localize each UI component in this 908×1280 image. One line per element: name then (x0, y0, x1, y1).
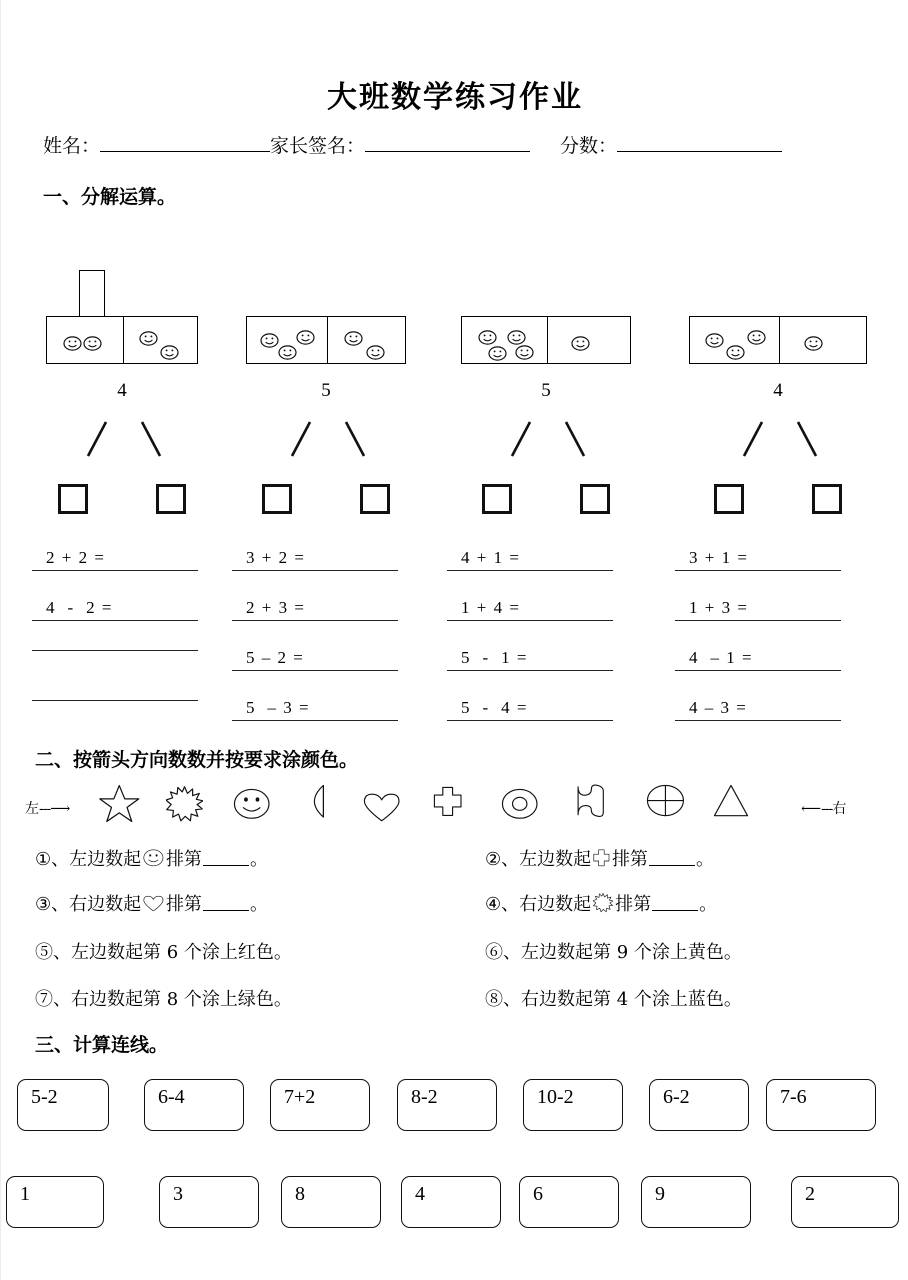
question-text: 排第 (165, 849, 202, 870)
answer-box[interactable] (6, 1176, 104, 1228)
equation-line[interactable] (32, 648, 198, 651)
question-text: 。 (249, 849, 268, 870)
answer-square[interactable] (482, 484, 512, 514)
answer-square[interactable] (360, 484, 390, 514)
domino-divider (547, 317, 548, 363)
chimney-box (79, 270, 105, 316)
name-input-line[interactable] (100, 136, 270, 152)
question-text: 排第 (611, 849, 648, 870)
donut-icon[interactable] (501, 788, 538, 820)
smiley-icon (507, 330, 526, 345)
answer-text: 1 (20, 1183, 30, 1205)
question-number: ②、 (485, 849, 520, 870)
question-number: ③、 (35, 894, 70, 915)
cross-icon (593, 849, 610, 867)
equation-line[interactable]: 4 - 2 = (32, 598, 198, 621)
score-input-line[interactable] (617, 136, 782, 152)
expression-text: 7+2 (284, 1086, 316, 1108)
answer-text: 8 (295, 1183, 305, 1205)
group-total: 5 (541, 380, 551, 401)
answer-square[interactable] (580, 484, 610, 514)
answer-blank[interactable] (203, 851, 249, 866)
question-text: 排第 (165, 894, 202, 915)
name-label: 姓名： (43, 136, 101, 157)
smiley-icon (160, 345, 179, 360)
left-direction-arrow: 左---⟶ (25, 801, 71, 817)
color-question: ⑥、左边数起第 9 个涂上黄色。 (485, 942, 742, 963)
answer-text: 6 (533, 1183, 543, 1205)
equation-line[interactable]: 4 + 1 = (447, 548, 613, 571)
smiley-icon (83, 336, 102, 351)
smiley-icon (278, 345, 297, 360)
answer-text: 2 (805, 1183, 815, 1205)
domino-divider (327, 317, 328, 363)
expression-text: 10-2 (537, 1086, 574, 1108)
equation-line[interactable]: 3 + 2 = (232, 548, 398, 571)
answer-square[interactable] (58, 484, 88, 514)
header-fields (43, 131, 873, 158)
equation-line[interactable]: 5 – 2 = (232, 648, 398, 671)
expression-box[interactable] (766, 1079, 876, 1131)
shape-question (35, 890, 268, 916)
answer-box[interactable] (519, 1176, 619, 1228)
smiley-icon (63, 336, 82, 351)
answer-blank[interactable] (652, 896, 698, 911)
smiley-icon (804, 336, 823, 351)
equation-line[interactable]: 5 - 1 = (447, 648, 613, 671)
answer-box[interactable] (791, 1176, 899, 1228)
question-text: 。 (249, 894, 268, 915)
expression-text: 8-2 (411, 1086, 438, 1108)
smiley-icon (726, 345, 745, 360)
answer-blank[interactable] (203, 896, 249, 911)
shape-question (485, 845, 714, 871)
group-total: 5 (321, 380, 331, 401)
smiley-icon[interactable] (233, 788, 270, 820)
answer-box[interactable] (401, 1176, 501, 1228)
answer-square[interactable] (714, 484, 744, 514)
expression-box[interactable] (523, 1079, 623, 1131)
score-label: 分数： (560, 136, 618, 157)
domino-divider (779, 317, 780, 363)
question-number: ④、 (485, 894, 520, 915)
expression-box[interactable] (144, 1079, 244, 1131)
heart-icon[interactable] (363, 792, 400, 822)
equation-line[interactable]: 5 – 3 = (232, 698, 398, 721)
shape-question (485, 890, 717, 916)
equation-line[interactable]: 3 + 1 = (675, 548, 841, 571)
circle-cross-icon[interactable] (646, 784, 685, 817)
domino-box (46, 316, 198, 364)
expression-text: 6-2 (663, 1086, 690, 1108)
banner-icon[interactable] (576, 784, 605, 818)
smiley-icon (747, 330, 766, 345)
question-text: 。 (695, 849, 714, 870)
color-question: ⑧、右边数起第 4 个涂上蓝色。 (485, 989, 742, 1010)
page-title: 大班数学练习作业 (327, 80, 583, 115)
equation-line[interactable]: 2 + 2 = (32, 548, 198, 571)
group-total: 4 (773, 380, 783, 401)
domino-box (689, 316, 867, 364)
smiley-icon (296, 330, 315, 345)
decomposition-branches (268, 420, 388, 466)
equation-line[interactable] (32, 698, 198, 701)
section-1-heading: 一、分解运算。 (43, 186, 177, 208)
expression-box[interactable] (649, 1079, 749, 1131)
expression-text: 6-4 (158, 1086, 185, 1108)
smiley-icon (571, 336, 590, 351)
parent-sign-input-line[interactable] (365, 136, 530, 152)
expression-text: 7-6 (780, 1086, 807, 1108)
group-total: 4 (117, 380, 127, 401)
decomposition-branches (488, 420, 608, 466)
question-number: ①、 (35, 849, 70, 870)
decomposition-branches (64, 420, 184, 466)
burst-icon[interactable] (166, 786, 203, 822)
equation-line[interactable]: 5 - 4 = (447, 698, 613, 721)
equation-line[interactable]: 1 + 4 = (447, 598, 613, 621)
domino-box (461, 316, 631, 364)
decomposition-branches (720, 420, 840, 466)
smiley-icon (260, 333, 279, 348)
answer-blank[interactable] (649, 851, 695, 866)
expression-box[interactable] (17, 1079, 109, 1131)
question-text: 排第 (615, 894, 652, 915)
domino-box (246, 316, 406, 364)
section-2-heading: 二、按箭头方向数数并按要求涂颜色。 (35, 749, 359, 771)
expression-box[interactable] (270, 1079, 370, 1131)
smiley-icon (478, 330, 497, 345)
shape-question (35, 845, 268, 871)
smiley-icon (366, 345, 385, 360)
color-question: ⑦、右边数起第 8 个涂上绿色。 (35, 989, 292, 1010)
equation-line[interactable]: 2 + 3 = (232, 598, 398, 621)
smiley-icon (143, 849, 164, 867)
answer-text: 4 (415, 1183, 425, 1205)
triangle-icon[interactable] (713, 784, 749, 817)
section-3-heading: 三、计算连线。 (35, 1034, 169, 1056)
answer-square[interactable] (262, 484, 292, 514)
answer-square[interactable] (156, 484, 186, 514)
smiley-icon (344, 331, 363, 346)
equation-line[interactable]: 4 – 3 = (675, 698, 841, 721)
smiley-icon (515, 345, 534, 360)
equation-line[interactable]: 1 + 3 = (675, 598, 841, 621)
crescent-icon[interactable] (304, 784, 327, 819)
question-text: 右边数起 (69, 894, 142, 915)
answer-box[interactable] (159, 1176, 259, 1228)
right-direction-arrow: ⟵---右 (801, 801, 847, 817)
question-text: 左边数起 (69, 849, 142, 870)
question-text: 左边数起 (519, 849, 592, 870)
star-icon[interactable] (99, 784, 140, 823)
parent-sign-label: 家长签名： (270, 136, 366, 157)
answer-box[interactable] (281, 1176, 381, 1228)
smiley-icon (139, 331, 158, 346)
answer-text: 9 (655, 1183, 665, 1205)
domino-divider (123, 317, 124, 363)
answer-box[interactable] (641, 1176, 751, 1228)
burst-icon (593, 893, 613, 912)
equation-line[interactable]: 4 – 1 = (675, 648, 841, 671)
question-text: 右边数起 (519, 894, 592, 915)
expression-box[interactable] (397, 1079, 497, 1131)
expression-text: 5-2 (31, 1086, 58, 1108)
cross-icon[interactable] (433, 786, 462, 817)
answer-text: 3 (173, 1183, 183, 1205)
answer-square[interactable] (812, 484, 842, 514)
smiley-icon (705, 333, 724, 348)
smiley-icon (488, 346, 507, 361)
color-question: ⑤、左边数起第 6 个涂上红色。 (35, 942, 292, 963)
question-text: 。 (699, 894, 718, 915)
heart-icon (143, 895, 164, 912)
